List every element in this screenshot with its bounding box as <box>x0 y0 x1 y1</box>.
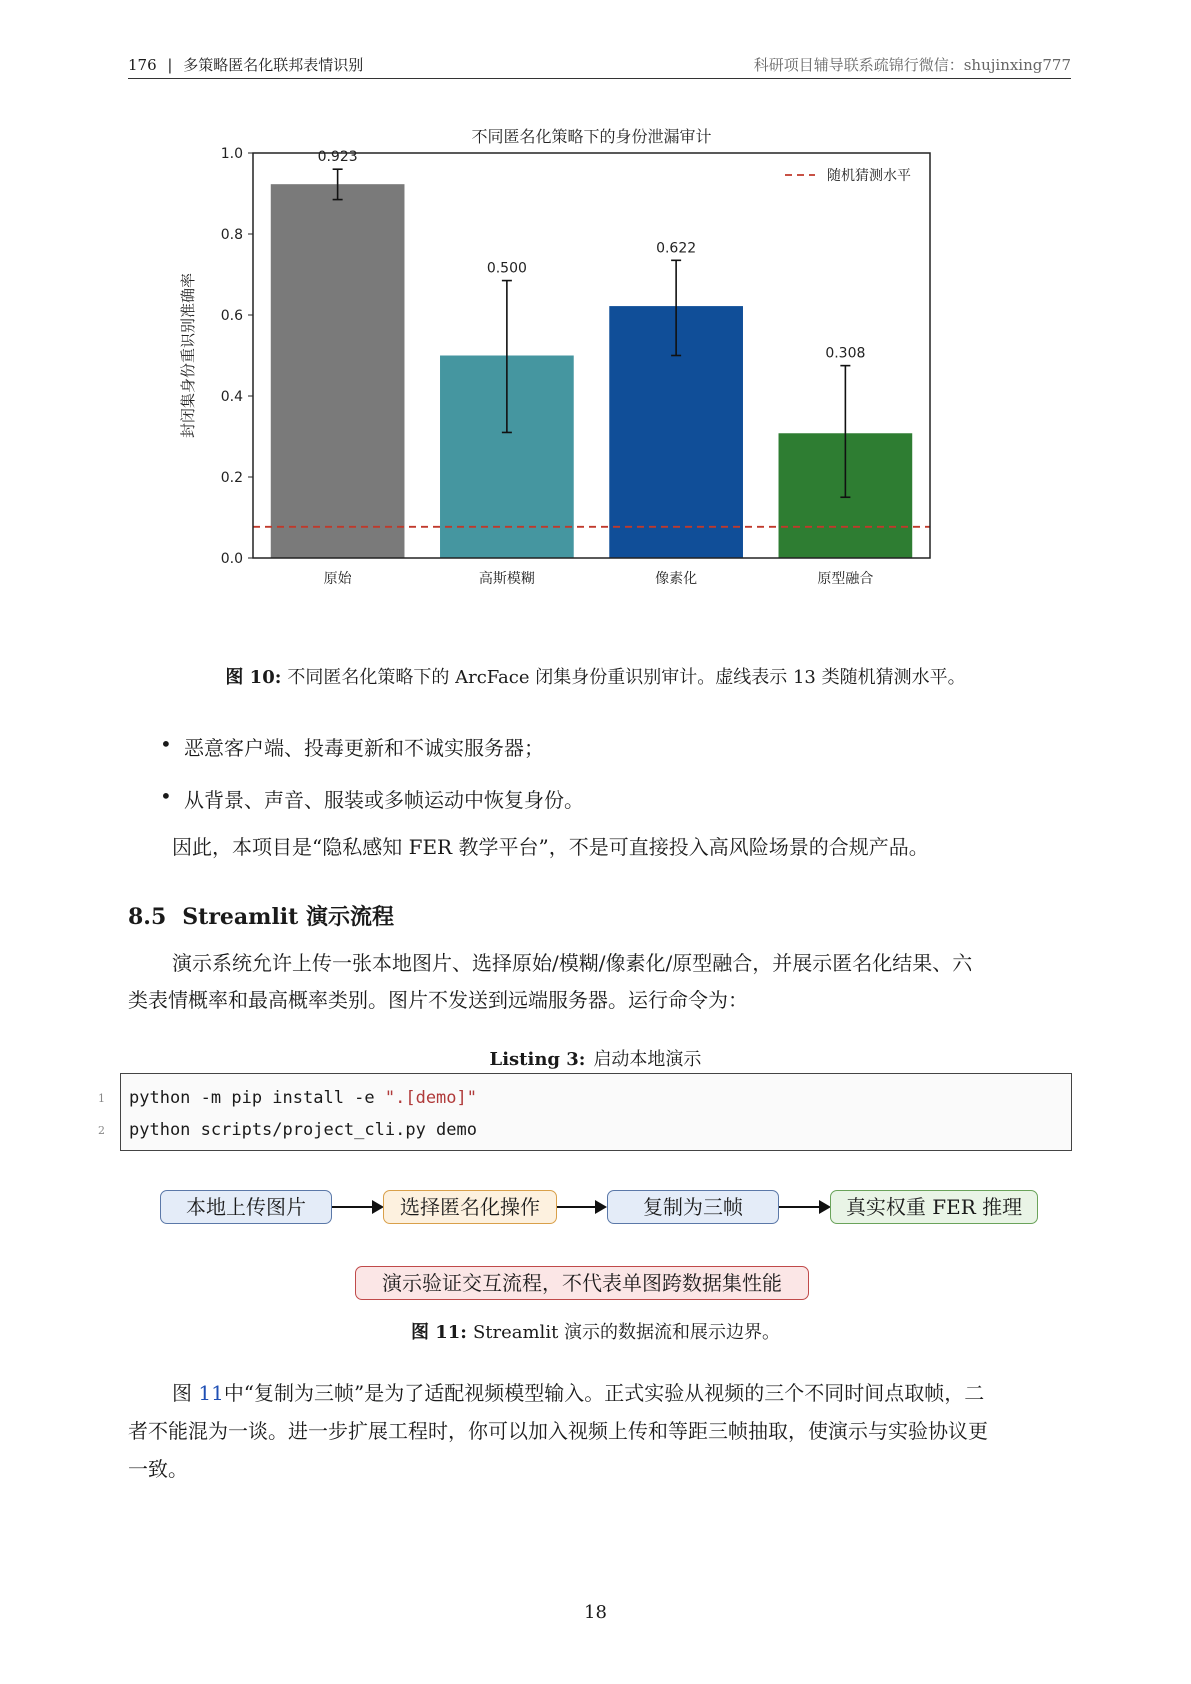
paragraph: 因此，本项目是“隐私感知 FER 教学平台”，不是可直接投入高风险场景的合规产品。 <box>172 835 929 859</box>
code-line <box>129 1088 477 1108</box>
figure-ref-link[interactable]: 11 <box>198 1381 224 1405</box>
flow-step-duplicate: 复制为三帧 <box>607 1190 779 1224</box>
paragraph: 者不能混为一谈。进一步扩展工程时，你可以加入视频上传和等距三帧抽取，使演示与实验协议更 <box>128 1419 988 1443</box>
data-label: 0.500 <box>486 260 527 277</box>
listing-label: Listing 3: <box>489 1049 586 1070</box>
chart-title: 不同匿名化策略下的身份泄漏审计 <box>471 127 712 146</box>
header-page-number: 176 <box>128 56 157 74</box>
flow-step-select: 选择匿名化操作 <box>383 1190 557 1224</box>
data-label: 0.308 <box>825 345 866 362</box>
running-header <box>128 50 1071 79</box>
paragraph: 演示系统允许上传一张本地图片、选择原始/模糊/像素化/原型融合，并展示匿名化结果、六 <box>172 951 973 975</box>
bar <box>271 184 405 558</box>
bullet-text: 恶意客户端、投毒更新和不诚实服务器； <box>184 736 544 760</box>
bullet-dot: • <box>160 732 172 756</box>
figure-11-caption <box>0 1318 1191 1344</box>
text: 中“复制为三帧”是为了适配视频模型输入。正式实验从视频的三个不同时间点取帧，二 <box>223 1381 985 1405</box>
paragraph: 类表情概率和最高概率类别。图片不发送到远端服务器。运行命令为： <box>128 988 748 1012</box>
y-tick-label: 0.2 <box>220 470 243 486</box>
y-tick-label: 1.0 <box>220 146 243 162</box>
figure-10-label: 图 10: <box>225 667 282 688</box>
x-tick-label: 高斯模糊 <box>478 571 535 587</box>
header-contact: 科研项目辅导联系疏锦行微信：shujinxing777 <box>753 56 1071 74</box>
section-heading <box>128 900 394 931</box>
x-tick-label: 像素化 <box>655 571 698 587</box>
code-command: python -m pip install -e <box>129 1088 385 1108</box>
y-tick-label: 0.6 <box>220 308 243 324</box>
code-line-number: 2 <box>98 1124 105 1137</box>
flow-step-inference: 真实权重 FER 推理 <box>830 1190 1038 1224</box>
flow-arrow <box>557 1206 605 1208</box>
figure-10-caption <box>0 663 1191 689</box>
flow-arrow <box>332 1206 382 1208</box>
y-tick-label: 0.4 <box>220 389 243 405</box>
data-label: 0.622 <box>656 240 697 257</box>
x-tick-label: 原始 <box>323 571 352 587</box>
identity-leak-bar-chart <box>179 127 1015 648</box>
data-label: 0.923 <box>317 149 358 166</box>
flow-arrow <box>779 1206 829 1208</box>
figure-11-label: 图 11: <box>410 1322 467 1343</box>
x-tick-label: 原型融合 <box>817 571 874 587</box>
code-listing <box>120 1073 1072 1151</box>
listing-title: 启动本地演示 <box>593 1049 702 1070</box>
section-title: Streamlit 演示流程 <box>182 904 394 930</box>
flow-step-upload: 本地上传图片 <box>160 1190 332 1224</box>
figure-11-text: Streamlit 演示的数据流和展示边界。 <box>472 1322 781 1343</box>
paragraph: 一致。 <box>128 1457 188 1481</box>
header-separator: | <box>167 56 173 74</box>
section-number: 8.5 <box>128 904 167 930</box>
text: 图 <box>172 1381 199 1405</box>
page-number: 18 <box>584 1602 607 1623</box>
paragraph <box>172 1375 984 1412</box>
header-left <box>128 54 363 75</box>
code-line-number: 1 <box>98 1092 105 1105</box>
code-line: python scripts/project_cli.py demo <box>129 1120 477 1140</box>
flow-note: 演示验证交互流程，不代表单图跨数据集性能 <box>355 1266 809 1300</box>
figure-10-text: 不同匿名化策略下的 ArcFace 闭集身份重识别审计。虚线表示 13 类随机猜测水平。 <box>287 667 966 688</box>
y-axis-label: 封闭集身份重识别准确率 <box>179 272 197 439</box>
bullet-text: 从背景、声音、服装或多帧运动中恢复身份。 <box>184 788 584 812</box>
code-string: ".[demo]" <box>384 1088 477 1108</box>
y-tick-label: 0.0 <box>220 551 243 567</box>
bullet-dot: • <box>160 784 172 808</box>
legend-label: 随机猜测水平 <box>827 168 911 184</box>
header-chapter: 多策略匿名化联邦表情识别 <box>183 56 364 74</box>
listing-caption <box>0 1045 1191 1071</box>
y-tick-label: 0.8 <box>220 227 243 243</box>
